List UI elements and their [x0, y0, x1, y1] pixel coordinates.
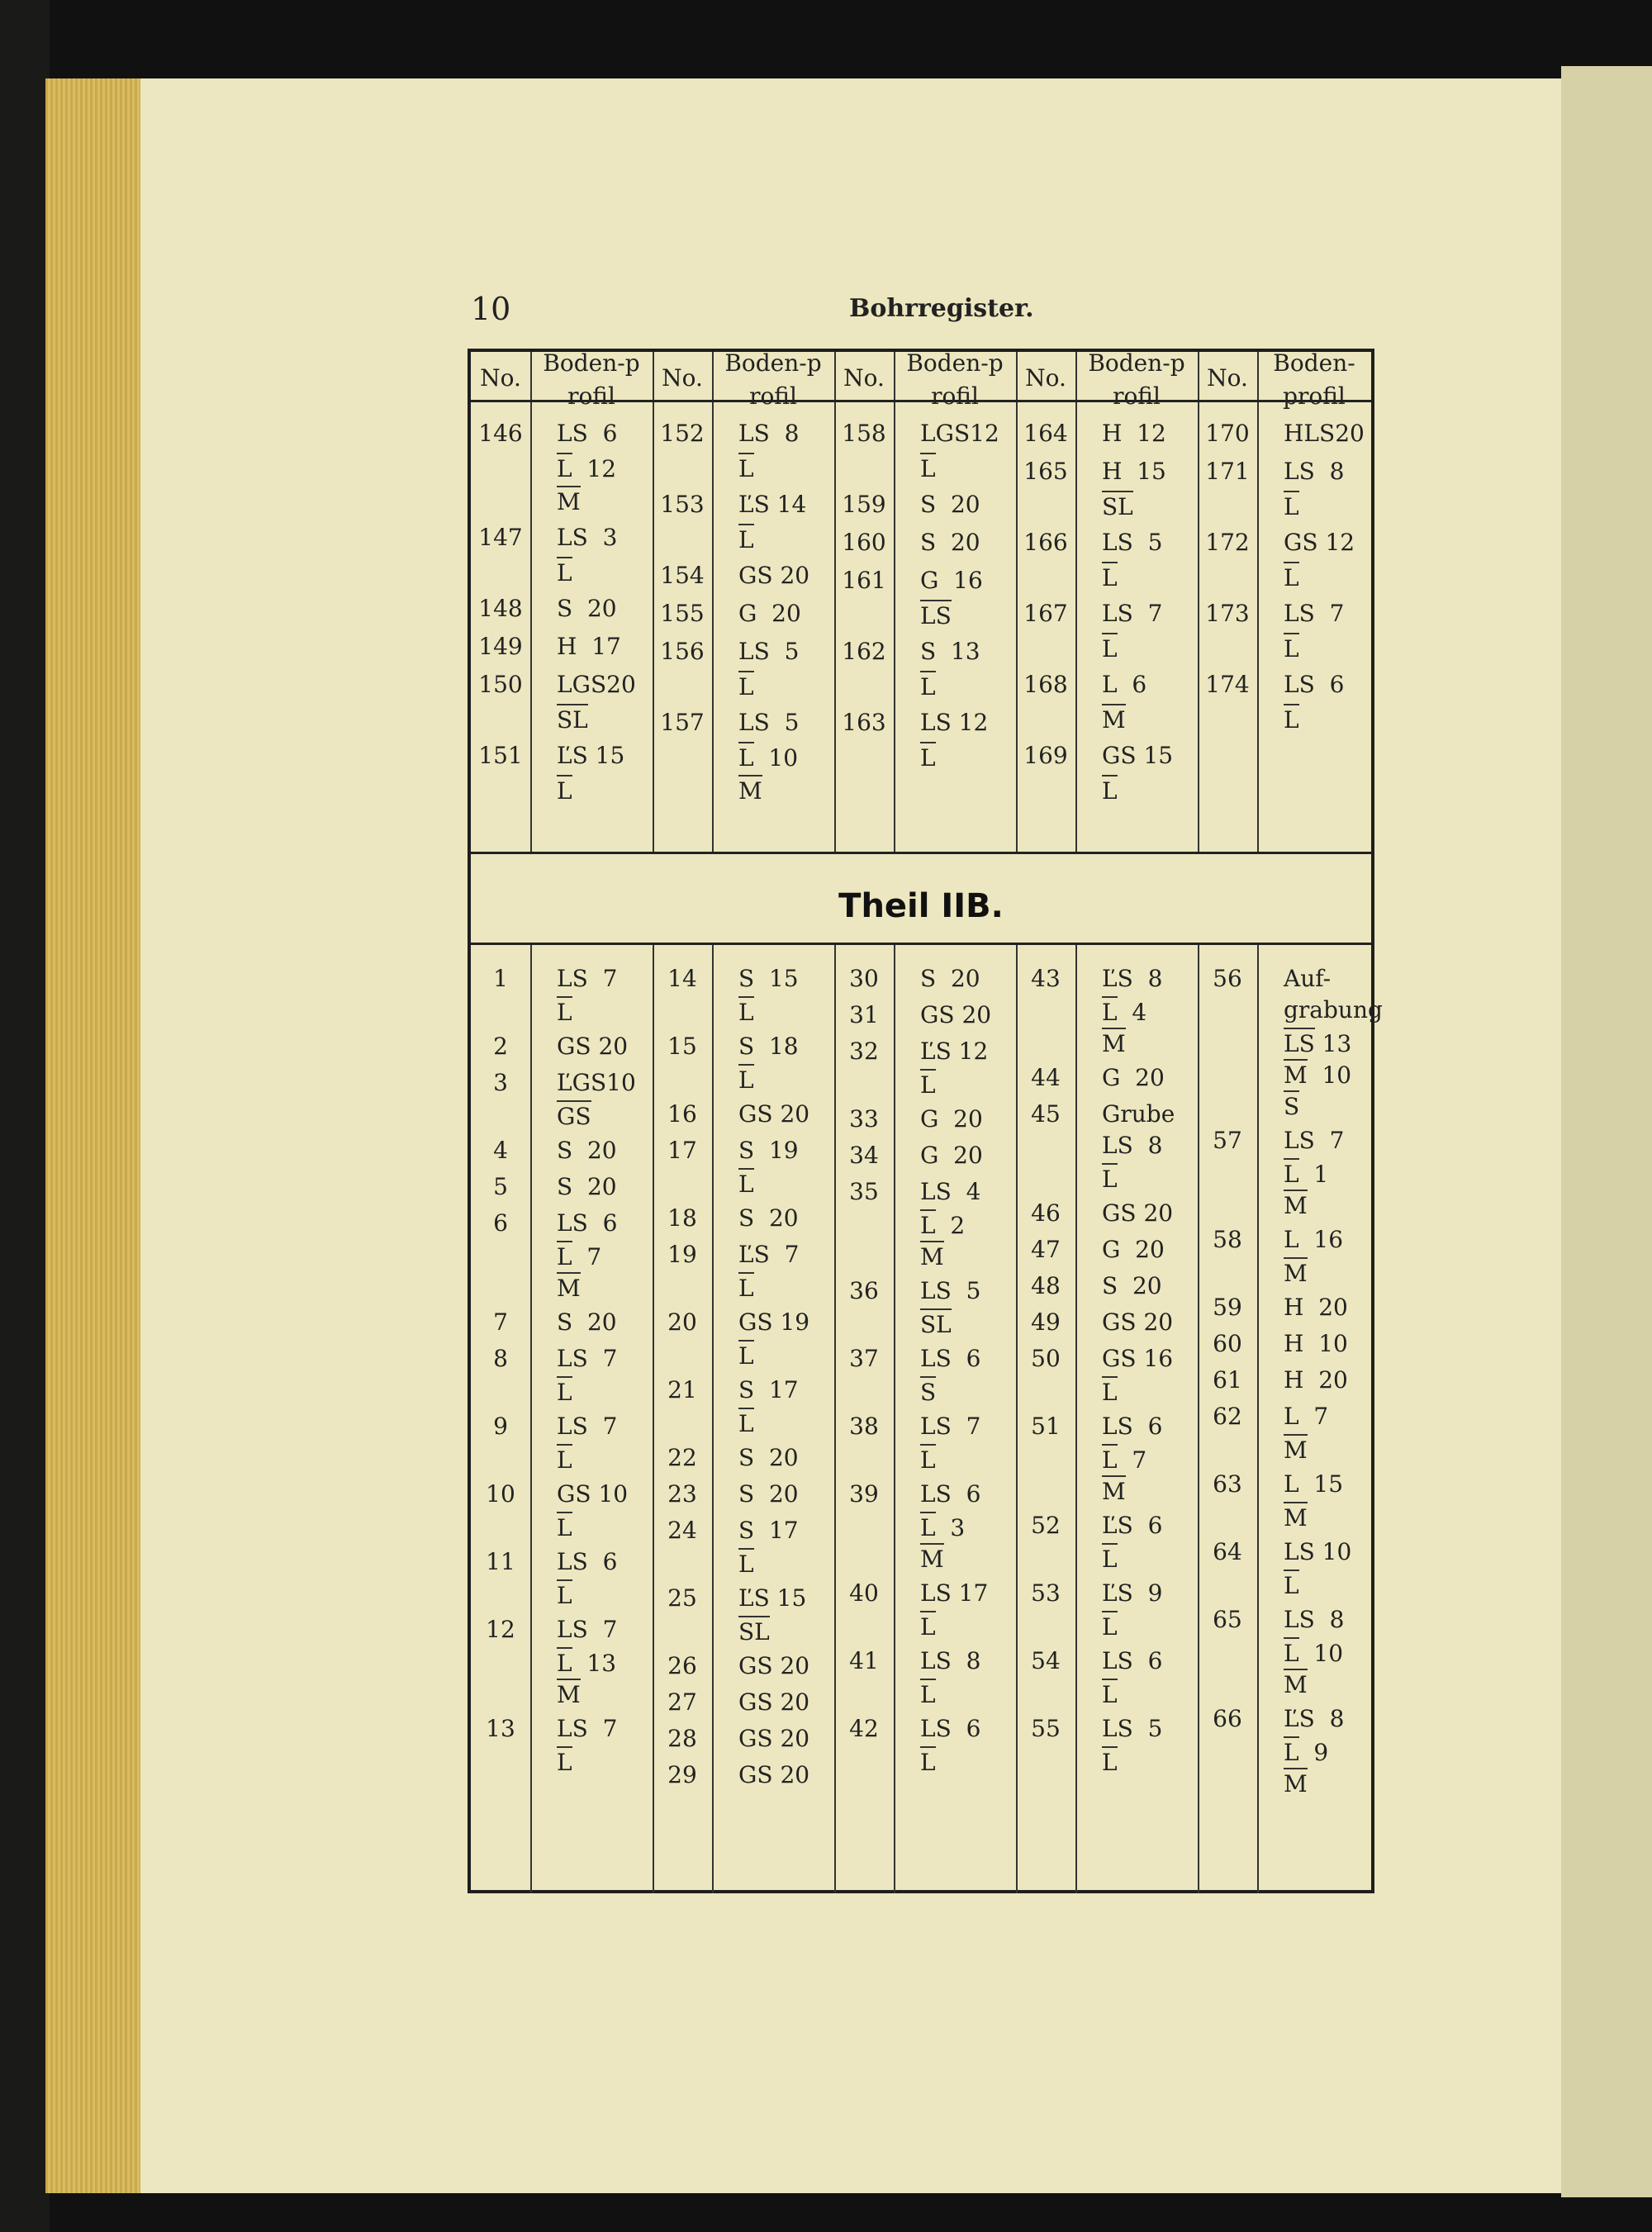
- profile-line: LS 6: [1284, 671, 1345, 698]
- profile-line: GS 20: [1102, 1308, 1174, 1336]
- profile-line: ĽS 12: [920, 1038, 989, 1065]
- entry-number: 150: [478, 671, 523, 698]
- profile-line: M: [1102, 1028, 1209, 1057]
- profile-line: L 4: [1102, 996, 1209, 1026]
- entry-number: 158: [842, 420, 886, 447]
- entry-number: 166: [1023, 529, 1068, 556]
- entry-number: 153: [660, 491, 705, 518]
- profile-line: LS 3: [557, 524, 618, 551]
- profile-line: GS 20: [920, 1001, 992, 1028]
- profile-line: S: [1284, 1090, 1391, 1120]
- profile-line: SL: [738, 1616, 846, 1646]
- profile-line: L: [738, 996, 846, 1026]
- profile-line: G 20: [920, 1105, 983, 1133]
- entry-number: 12: [486, 1616, 515, 1643]
- profile-line: L: [738, 1408, 846, 1437]
- profile-line: ĽS 8: [1284, 1705, 1345, 1732]
- profile-line: SL: [920, 1308, 1028, 1338]
- profile-line: GS 16: [1102, 1345, 1174, 1372]
- profile-line: L 1: [1284, 1158, 1391, 1188]
- profile-line: LS 7: [557, 1715, 618, 1742]
- profile-line: grabung: [1284, 996, 1383, 1023]
- profile-line: S 20: [557, 595, 617, 622]
- profile-line: ĽS 9: [1102, 1579, 1163, 1607]
- entry-number: 50: [1031, 1345, 1061, 1372]
- profile-line: M: [557, 1272, 664, 1302]
- profile-line: S 17: [738, 1376, 799, 1403]
- header-bodenprofil: Boden-profil: [1273, 349, 1355, 410]
- profile-line: LS 7: [557, 1345, 618, 1372]
- profile-line: LS 12: [920, 709, 989, 736]
- entry-number: 148: [478, 595, 523, 622]
- entry-number: 10: [486, 1480, 515, 1508]
- entry-number: 64: [1213, 1538, 1242, 1565]
- profile-line: M: [1102, 1475, 1209, 1505]
- profile-line: GS 19: [738, 1308, 810, 1336]
- profile-line: S 17: [738, 1517, 799, 1544]
- profile-line: LS 17: [920, 1579, 989, 1607]
- profile-line: S 20: [920, 529, 980, 556]
- profile-line: LS 5: [738, 709, 800, 736]
- book-cover-edge: [0, 0, 50, 2232]
- profile-line: LS 13: [1284, 1028, 1391, 1057]
- entry-number: 33: [849, 1105, 879, 1133]
- profile-line: L: [1102, 1376, 1209, 1406]
- profile-line: ĽS 15: [738, 1584, 807, 1612]
- profile-line: L: [1102, 1746, 1209, 1776]
- entry-number: 39: [849, 1480, 879, 1508]
- entry-number: 5: [493, 1173, 508, 1200]
- entry-number: 37: [849, 1345, 879, 1372]
- profile-line: L 2: [920, 1209, 1028, 1239]
- header-bodenprofil: Boden-profil: [906, 349, 1004, 410]
- entry-number: 9: [493, 1413, 508, 1440]
- entry-number: 27: [667, 1688, 697, 1716]
- entry-number: 147: [478, 524, 523, 551]
- entry-number: 22: [667, 1444, 697, 1471]
- entry-number: 167: [1023, 600, 1068, 627]
- section-rule-top: [471, 852, 1371, 854]
- profile-line: LS 7: [557, 965, 618, 992]
- entry-number: 171: [1205, 458, 1250, 485]
- profile-line: L: [1284, 491, 1391, 520]
- profile-line: HLS20: [1284, 420, 1365, 447]
- profile-line: L: [1102, 633, 1209, 662]
- profile-line: M: [1284, 1257, 1391, 1287]
- entry-number: 2: [493, 1033, 508, 1060]
- profile-line: L: [738, 671, 846, 700]
- entry-number: 60: [1213, 1330, 1242, 1357]
- entry-number: 146: [478, 420, 523, 447]
- profile-line: L 10: [1284, 1637, 1391, 1667]
- entry-number: 66: [1213, 1705, 1242, 1732]
- profile-line: LS 8: [1284, 458, 1345, 485]
- profile-line: LS 8: [1102, 1132, 1163, 1159]
- header-no: No.: [1025, 364, 1066, 392]
- profile-line: L: [1284, 704, 1391, 734]
- entry-number: 7: [493, 1308, 508, 1336]
- profile-line: L: [920, 1611, 1028, 1641]
- entry-number: 161: [842, 567, 886, 594]
- profile-line: LS 7: [1102, 600, 1163, 627]
- profile-line: M: [1284, 1502, 1391, 1532]
- entry-number: 152: [660, 420, 705, 447]
- entry-number: 18: [667, 1204, 697, 1232]
- profile-line: LS 6: [920, 1480, 981, 1508]
- profile-line: L: [920, 1444, 1028, 1474]
- profile-line: M: [738, 775, 846, 805]
- profile-line: Grube: [1102, 1100, 1175, 1128]
- profile-line: L 7: [1102, 1444, 1209, 1474]
- entry-number: 21: [667, 1376, 697, 1403]
- entry-number: 165: [1023, 458, 1068, 485]
- profile-line: L: [557, 1444, 664, 1474]
- profile-line: L: [557, 1512, 664, 1541]
- profile-line: L 7: [1284, 1403, 1329, 1430]
- profile-line: LS 8: [920, 1647, 981, 1674]
- entry-number: 24: [667, 1517, 697, 1544]
- entry-number: 28: [667, 1725, 697, 1752]
- profile-line: LS 6: [557, 1548, 618, 1575]
- profile-line: LS 5: [738, 638, 800, 665]
- entry-number: 61: [1213, 1366, 1242, 1394]
- profile-line: L: [1102, 1163, 1209, 1193]
- profile-line: S 20: [920, 965, 980, 992]
- profile-line: GS 20: [738, 1761, 810, 1788]
- entry-number: 47: [1031, 1236, 1061, 1263]
- entry-number: 56: [1213, 965, 1242, 992]
- profile-line: L: [557, 996, 664, 1026]
- profile-line: S 20: [557, 1308, 617, 1336]
- header-no: No.: [1207, 364, 1248, 392]
- profile-line: L: [738, 1272, 846, 1302]
- profile-line: S 20: [738, 1480, 799, 1508]
- profile-line: M: [920, 1543, 1028, 1573]
- profile-line: L: [1102, 562, 1209, 591]
- entry-number: 156: [660, 638, 705, 665]
- profile-line: LS 7: [1284, 1127, 1345, 1154]
- entry-number: 20: [667, 1308, 697, 1336]
- entry-number: 44: [1031, 1064, 1061, 1091]
- profile-line: M: [1284, 1434, 1391, 1464]
- entry-number: 155: [660, 600, 705, 627]
- header-no: No.: [480, 364, 521, 392]
- profile-line: L 7: [557, 1241, 664, 1270]
- entry-number: 160: [842, 529, 886, 556]
- profile-line: L: [557, 775, 664, 805]
- entry-number: 159: [842, 491, 886, 518]
- entry-number: 31: [849, 1001, 879, 1028]
- entry-number: 4: [493, 1137, 508, 1164]
- profile-line: M: [557, 1679, 664, 1708]
- entry-number: 38: [849, 1413, 879, 1440]
- entry-number: 151: [478, 742, 523, 769]
- profile-line: S 20: [557, 1137, 617, 1164]
- entry-number: 35: [849, 1178, 879, 1205]
- profile-line: GS 20: [557, 1033, 629, 1060]
- profile-line: G 20: [1102, 1236, 1165, 1263]
- entry-number: 45: [1031, 1100, 1061, 1128]
- profile-line: L: [920, 742, 1028, 772]
- profile-line: ĽS 8: [1102, 965, 1163, 992]
- entry-number: 41: [849, 1647, 879, 1674]
- entry-number: 154: [660, 562, 705, 589]
- profile-line: LS 7: [557, 1413, 618, 1440]
- profile-line: GS: [557, 1100, 664, 1130]
- entry-number: 174: [1205, 671, 1250, 698]
- profile-line: S 20: [738, 1204, 799, 1232]
- entry-number: 157: [660, 709, 705, 736]
- entry-number: 8: [493, 1345, 508, 1372]
- profile-line: M: [1284, 1669, 1391, 1698]
- entry-number: 172: [1205, 529, 1250, 556]
- entry-number: 40: [849, 1579, 879, 1607]
- profile-line: H 20: [1284, 1294, 1348, 1321]
- profile-line: L: [1102, 1543, 1209, 1573]
- profile-line: ĽS 15: [557, 742, 625, 769]
- profile-line: L: [738, 524, 846, 553]
- profile-line: L: [920, 1679, 1028, 1708]
- header-no: No.: [843, 364, 885, 392]
- profile-line: L: [1102, 1679, 1209, 1708]
- profile-line: L: [920, 453, 1028, 482]
- entry-number: 3: [493, 1069, 508, 1096]
- profile-line: L: [738, 453, 846, 482]
- profile-line: LS 4: [920, 1178, 981, 1205]
- entry-number: 26: [667, 1652, 697, 1679]
- profile-line: LS 6: [557, 1209, 618, 1237]
- profile-line: S: [920, 1376, 1028, 1406]
- profile-line: L: [738, 1168, 846, 1198]
- profile-line: LS 5: [920, 1277, 981, 1304]
- profile-line: L: [1284, 633, 1391, 662]
- profile-line: LS 6: [1102, 1413, 1163, 1440]
- header-bodenprofil: Boden-profil: [1088, 349, 1185, 410]
- profile-line: M: [557, 486, 664, 515]
- entry-number: 34: [849, 1142, 879, 1169]
- profile-line: LS 5: [1102, 529, 1163, 556]
- entry-number: 62: [1213, 1403, 1242, 1430]
- profile-line: LS 7: [557, 1616, 618, 1643]
- entry-number: 59: [1213, 1294, 1242, 1321]
- profile-line: SL: [557, 704, 664, 734]
- profile-line: GS 20: [738, 1725, 810, 1752]
- facing-page-edge: [1561, 66, 1652, 2197]
- profile-line: S 18: [738, 1033, 799, 1060]
- profile-line: M: [1284, 1190, 1391, 1219]
- profile-line: L 3: [920, 1512, 1028, 1541]
- entry-number: 48: [1031, 1272, 1061, 1299]
- entry-number: 65: [1213, 1606, 1242, 1633]
- entry-number: 1: [493, 965, 508, 992]
- entry-number: 13: [486, 1715, 515, 1742]
- entry-number: 49: [1031, 1308, 1061, 1336]
- profile-line: S 20: [557, 1173, 617, 1200]
- entry-number: 14: [667, 965, 697, 992]
- page-number: 10: [471, 291, 511, 327]
- profile-line: LS 7: [920, 1413, 981, 1440]
- entry-number: 54: [1031, 1647, 1061, 1674]
- entry-number: 163: [842, 709, 886, 736]
- profile-line: H 12: [1102, 420, 1166, 447]
- profile-line: M 10: [1284, 1059, 1391, 1089]
- entry-number: 55: [1031, 1715, 1061, 1742]
- entry-number: 42: [849, 1715, 879, 1742]
- profile-line: L: [557, 557, 664, 586]
- profile-line: GS 20: [738, 562, 810, 589]
- profile-line: SL: [1102, 491, 1209, 520]
- profile-line: H 15: [1102, 458, 1166, 485]
- profile-line: S 20: [920, 491, 980, 518]
- profile-line: LS 8: [738, 420, 800, 447]
- profile-line: H 17: [557, 633, 621, 660]
- entry-number: 30: [849, 965, 879, 992]
- profile-line: L: [1284, 562, 1391, 591]
- entry-number: 169: [1023, 742, 1068, 769]
- running-head: Bohrregister.: [849, 294, 1034, 323]
- profile-line: L 9: [1284, 1736, 1391, 1766]
- profile-line: GS 20: [738, 1688, 810, 1716]
- profile-line: S 20: [1102, 1272, 1162, 1299]
- profile-line: L 12: [557, 453, 664, 482]
- profile-line: G 16: [920, 567, 983, 594]
- profile-line: ĽS 7: [738, 1241, 800, 1268]
- profile-line: GS 20: [1102, 1199, 1174, 1227]
- entry-number: 164: [1023, 420, 1068, 447]
- profile-line: LGS12: [920, 420, 999, 447]
- profile-line: L: [738, 1064, 846, 1094]
- entry-number: 29: [667, 1761, 697, 1788]
- profile-line: L 10: [738, 742, 846, 772]
- profile-line: ĽGS10: [557, 1069, 636, 1096]
- profile-line: L: [920, 1069, 1028, 1099]
- profile-line: M: [1102, 704, 1209, 734]
- profile-line: H 10: [1284, 1330, 1348, 1357]
- profile-line: S 19: [738, 1137, 799, 1164]
- header-no: No.: [662, 364, 703, 392]
- profile-line: LGS20: [557, 671, 636, 698]
- entry-number: 52: [1031, 1512, 1061, 1539]
- profile-line: GS 12: [1284, 529, 1355, 556]
- profile-line: GS 15: [1102, 742, 1174, 769]
- entry-number: 46: [1031, 1199, 1061, 1227]
- entry-number: 53: [1031, 1579, 1061, 1607]
- profile-line: L 6: [1102, 671, 1147, 698]
- profile-line: L: [557, 1376, 664, 1406]
- profile-line: LS 7: [1284, 600, 1345, 627]
- entry-number: 168: [1023, 671, 1068, 698]
- profile-line: GS 20: [738, 1652, 810, 1679]
- profile-line: GS 20: [738, 1100, 810, 1128]
- entry-number: 51: [1031, 1413, 1061, 1440]
- profile-line: L: [920, 1746, 1028, 1776]
- entry-number: 25: [667, 1584, 697, 1612]
- profile-line: LS 6: [557, 420, 618, 447]
- entry-number: 58: [1213, 1226, 1242, 1253]
- profile-line: L: [557, 1746, 664, 1776]
- profile-line: ĽS 14: [738, 491, 807, 518]
- profile-line: M: [920, 1241, 1028, 1270]
- profile-line: G 20: [920, 1142, 983, 1169]
- profile-line: LS 5: [1102, 1715, 1163, 1742]
- profile-line: L: [1102, 775, 1209, 805]
- entry-number: 16: [667, 1100, 697, 1128]
- profile-line: G 20: [1102, 1064, 1165, 1091]
- entry-number: 36: [849, 1277, 879, 1304]
- entry-number: 11: [486, 1548, 515, 1575]
- profile-line: LS 6: [920, 1715, 981, 1742]
- entry-number: 162: [842, 638, 886, 665]
- profile-line: GS 10: [557, 1480, 629, 1508]
- profile-line: LS 6: [920, 1345, 981, 1372]
- entry-number: 173: [1205, 600, 1250, 627]
- profile-line: L: [738, 1548, 846, 1578]
- entry-number: 23: [667, 1480, 697, 1508]
- profile-line: L 15: [1284, 1470, 1344, 1498]
- entry-number: 19: [667, 1241, 697, 1268]
- profile-line: L: [920, 671, 1028, 700]
- profile-line: LS 10: [1284, 1538, 1352, 1565]
- profile-line: L: [557, 1579, 664, 1609]
- profile-line: S 13: [920, 638, 980, 665]
- profile-line: LS 8: [1284, 1606, 1345, 1633]
- profile-line: L: [1284, 1570, 1391, 1599]
- profile-line: M: [1284, 1768, 1391, 1797]
- entry-number: 17: [667, 1137, 697, 1164]
- entry-number: 57: [1213, 1127, 1242, 1154]
- profile-line: Auf-: [1284, 965, 1332, 992]
- header-bodenprofil: Boden-profil: [724, 349, 822, 410]
- profile-line: L 13: [557, 1647, 664, 1677]
- section-title: Theil IIB.: [838, 887, 1004, 925]
- profile-line: L: [738, 1340, 846, 1370]
- header-bodenprofil: Boden-profil: [543, 349, 640, 410]
- profile-line: S 20: [738, 1444, 799, 1471]
- entry-number: 15: [667, 1033, 697, 1060]
- profile-line: ĽS 6: [1102, 1512, 1163, 1539]
- profile-line: LS: [920, 600, 1028, 629]
- entry-number: 43: [1031, 965, 1061, 992]
- section-rule-bottom: [471, 943, 1371, 945]
- entry-number: 63: [1213, 1470, 1242, 1498]
- profile-line: H 20: [1284, 1366, 1348, 1394]
- entry-number: 149: [478, 633, 523, 660]
- entry-number: 32: [849, 1038, 879, 1065]
- profile-line: L: [1102, 1611, 1209, 1641]
- profile-line: G 20: [738, 600, 801, 627]
- entry-number: 170: [1205, 420, 1250, 447]
- entry-number: 6: [493, 1209, 508, 1237]
- profile-line: L 16: [1284, 1226, 1344, 1253]
- register-table: [468, 349, 1383, 1893]
- profile-line: LS 6: [1102, 1647, 1163, 1674]
- profile-line: S 15: [738, 965, 799, 992]
